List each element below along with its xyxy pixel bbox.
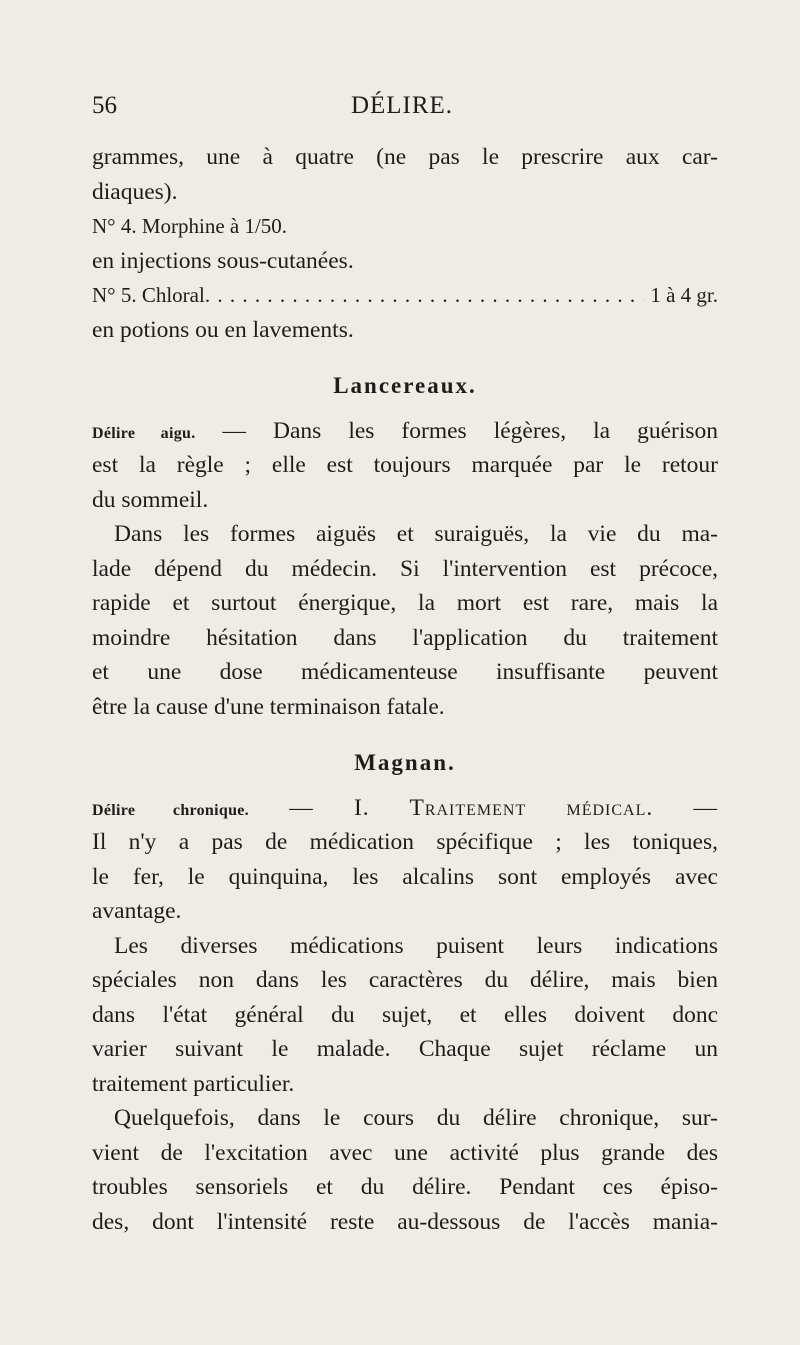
spacer [92, 404, 718, 414]
page-number: 56 [92, 92, 117, 119]
page-body [92, 140, 718, 1239]
text-line: est la règle ; elle est toujours marquée par le retour [92, 452, 718, 478]
text-line: des, dont l'intensité reste au-dessous de l'accès mania- [92, 1208, 718, 1235]
section-lead-delire-aigu: Délire aigu. [92, 424, 196, 442]
prescription-4: N° 4. Morphine à 1/50. [92, 214, 288, 238]
text-line: diaques). [92, 178, 178, 205]
text-line: rapide et surtout énergique, la mort est rare, mais la [92, 590, 718, 616]
text-line: troubles sensoriels et du délire. Pendant ces épiso- [92, 1174, 718, 1200]
text-line: grammes, une à quatre (ne pas le prescrire aux car- [92, 144, 718, 170]
author-heading-lancereaux: Lancereaux. [333, 373, 477, 398]
text-line: Délire chronique. — I. Traitement médical. — [92, 794, 718, 821]
page-header [92, 92, 712, 132]
spacer [92, 781, 718, 791]
text-line: le fer, le quinquina, les alcalins sont employés avec [92, 863, 718, 890]
text-line: vient de l'excitation avec une activité plus grande des [92, 1139, 718, 1166]
text-line: Il n'y a pas de médication spécifique ; les toniques, [92, 829, 718, 855]
text-line: du sommeil. [92, 486, 209, 513]
text-line: lade dépend du médecin. Si l'intervention est précoce, [92, 555, 718, 582]
text-line: spéciales non dans les caractères du délire, mais bien [92, 967, 718, 993]
prescription-5-dose: 1 à 4 gr. [650, 283, 718, 307]
spacer [92, 347, 718, 369]
text-line: et une dose médicamenteuse insuffisante peuvent [92, 659, 718, 685]
text-line: Dans les formes aiguës et suraiguës, la vie du ma- [114, 521, 718, 547]
text-line: Les diverses médications puisent leurs indications [114, 932, 718, 959]
prescription-5 [92, 278, 718, 313]
text-line: traitement particulier. [92, 1070, 295, 1097]
text-line: dans l'état général du sujet, et elles doivent donc [92, 1001, 718, 1028]
text-line: Délire aigu. — Dans les formes légères, la guérison [92, 417, 718, 444]
text-line: moindre hésitation dans l'application du traitement [92, 624, 718, 651]
dot-leader [205, 278, 645, 313]
text-line: avantage. [92, 898, 182, 924]
section-lead-delire-chronique: Délire chronique. [92, 801, 249, 819]
author-heading-magnan: Magnan. [354, 750, 456, 775]
spacer [92, 724, 718, 746]
text-line: être la cause d'une terminaison fatale. [92, 693, 445, 720]
text-line: Quelquefois, dans le cours du délire chronique, sur- [114, 1105, 718, 1131]
text-line: en potions ou en lavements. [92, 316, 354, 343]
running-title: DÉLIRE. [350, 92, 454, 119]
text-line: en injections sous-cutanées. [92, 247, 354, 274]
text-line: varier suivant le malade. Chaque sujet réclame un [92, 1036, 718, 1062]
prescription-5-label: N° 5. Chloral [92, 283, 205, 307]
